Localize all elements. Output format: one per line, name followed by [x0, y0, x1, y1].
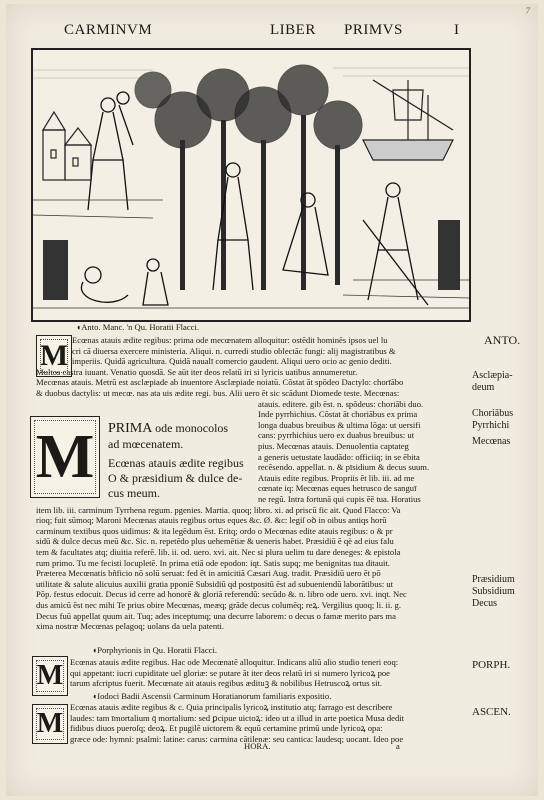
commentary-line: cans: pyrrhichius uero ex duabus breuibus: ut [258, 430, 415, 441]
commentary-line: recēsendo. appellat. n. & pīsidium & decus suum. [258, 462, 430, 473]
margin-praesidium: Præsidium [472, 574, 515, 585]
badii-initial-m: M [32, 704, 68, 744]
porph-line: qui appetant: iucri cupiditate uel gloriæ: se putare āt iter deos relatū iri si numero lyricoꝝ poe [70, 667, 390, 678]
commentary-line: rum primo. Tu me fecisti locupletē. In prima etiā ode epodon: iqt. Satis supq; me benignitas tua ditauit. [36, 557, 390, 568]
commentary-line: sidū & dulce decus meū &c. Sic. n. repetēdo plus uehemētiæ & ueneris habet. Præsidiū ē qè ad eius falu [36, 536, 394, 547]
commentary-line: Inde pyrrhichius. Cōstat āt choriābus ex prima [258, 409, 418, 420]
running-head-mid: LIBER [270, 22, 316, 38]
commentary-line: & duobus dactylis: ut mecœ. nas ata uis ædite regi. bus. Alii uero ēt sic scādunt Diomede teste. Mecœnas: [36, 388, 400, 398]
badii-heading: ◖Iodoci Badii Ascensii Carminum Horatianorum familiaris expositio. [92, 691, 332, 701]
margin-choriambus: Choriābus [472, 408, 514, 419]
commentary-line: longa duabus breuibus & ultima lōga: ut uersifi [258, 419, 421, 430]
badii-line: Ecœnas atauis ædite regibus & c. Quia principalis lyricoꝝ institutio atq; farrago est describere [70, 702, 393, 712]
commentary-line: Decus fuū appellat quum ait. Tuq; ades inceptumq; una decurre laborem: o decus o famæ merito pars ma [36, 610, 396, 621]
page-pencil-number: 7 [525, 6, 530, 16]
commentary-line: carminum textibus quos uidimus: & ita legēdum ēst. Eritq; ordo o Mecœnas edite atauis regibus: o & pr [36, 525, 393, 536]
commentary-line: Pōp. festus edocuit. Decus id cerre ad honorē & gloriā referendū: secūdo &. n. libro ode uero. xvi. inqt. Nec [36, 589, 407, 600]
margin-anto: ANTO. [484, 333, 521, 347]
commentary-line: cri cā diuersa exercere ministeria. Aliqui. n. curredi studio oblectāc fungi: alij magistratibus & [72, 345, 396, 356]
poem-subtitle: ad mœcenatem. [108, 437, 184, 451]
poem-title: PRIMA ode monocolos [108, 421, 229, 436]
commentary-line: dus amicū ēst nec mihi Te prius obire Mecœnas, meæq; grāde decus columēq; reꝝ. Vergilius quoq; li. ii. g. [36, 600, 401, 610]
running-head-left: CARMINVM [64, 22, 153, 38]
poem-line-3: cus meum. [108, 486, 160, 500]
margin-mecoenas: Mecœnas [472, 436, 511, 447]
badii-line: græce ode: hymni: psalmi: latine: carus: carmina cātilenæ: seu cantica: laudesq; uocant. Ideo poe [70, 733, 404, 744]
commentary-line: utilitate & salute alicuius auxilii gratia pponiē Subsidiū qd postpositū ēst ad subueniendū laborātibus: ut [36, 578, 394, 589]
signature-mark: a [396, 741, 400, 751]
decorated-initial-m: M [36, 335, 72, 377]
commentary-line: item lib. iii. carminum Tyrrhena regum. pgenies. Martia. quoq; libro. xi. ad priscū fic ait. Quod Flacco: Va [36, 504, 401, 515]
commentary-line: a generis uetustate laudādo: officiiq; in se ēbita [258, 451, 420, 462]
commentary-line: Ecœnas atauis ædite regibus: prima ode mecœnatem alloquitur: ostēdit hominēs ipsos uel lu [72, 335, 388, 345]
margin-pyrrhichius: Pyrrhichi [472, 420, 510, 431]
commentary-line: cœnate iq: Mecœnas eques hetrusco de sanguī [258, 483, 417, 494]
running-head-right: PRIMVS [344, 22, 403, 38]
poem-line-1: Ecœnas atauis ædite regibus [108, 456, 244, 470]
commentary-line: imperiis. Quidā agricultura. Quidā naualī comercio gaudent. Aliqui uero ocio ac genio dediti. [72, 356, 392, 367]
porph-heading: ◖Porphyrionis in Qu. Horatii Flacci. [92, 645, 218, 655]
commentary-line: atauis. editere. gib ēst. n. spōdeus: choriābi duo. [258, 398, 424, 409]
book-page [6, 4, 538, 796]
margin-decus: Decus [472, 598, 497, 609]
commentary-line: Multos castra iuuant. Venatio quosdā. Se aūt iter deos relatū iri si lyricis uatibus annumeretur. [36, 366, 358, 377]
badii-line: fidibus diuos pueroſq; deoꝝ. Et pugilē uictorem & equū certamine primū unde lyricoꝝ opa: [70, 723, 383, 734]
margin-ascen: ASCEN. [472, 706, 511, 718]
commentary-line: Mecœnas atauis. Metrū est asclæpiade ab inuentore Asclæpiade noiatū. Cōstat āt spōdeo Dactylo: chorīābo [36, 377, 404, 388]
commentary-line: rioq; fuit sūmoq; Maroni Mecœnas atauis regibus ortus eques &c. Ø. &c: legiſ oꝺ in oibus antiqs horū [36, 515, 387, 526]
commentary-line: tem & facultates atq; diuitia referē. lib. ii. od. uero. xvi. ait. Nec si plura uelim tu dare deneges: & epistola [36, 547, 401, 557]
porph-line: tarum afcriptus fuerit. Mecœnate ait atauis regibus ædituꝫ & nobilibus Hetruscoꝝ ortus sit. [70, 678, 382, 689]
commentary-line: xima nostræ Mecœnas pelagoq; uolans da uela patenti. [36, 621, 225, 632]
commentary-line: ne regū. Intra fortunā qui cupis ēē tua. Horatius [258, 494, 421, 504]
margin-porph: PORPH. [472, 659, 511, 671]
anto-title-line: ◖Anto. Manc. 'n Qu. Horatii Flacci. [76, 322, 199, 332]
commentary-line: pius. Mecœnas atauis. Denuolentia captateg [258, 441, 409, 451]
woodcut-drawing [33, 50, 469, 320]
margin-subsidium: Subsidium [472, 586, 515, 597]
margin-asclepiadeum-2: deum [472, 382, 495, 393]
woodcut-illustration [31, 48, 471, 322]
porph-initial-m: M [32, 656, 68, 696]
commentary-line: Præterea Mecœnatis bñficio nō solū seruat: fed ēt in amicitiā Cæsari Aug. tradit. Præsidiū uero ēt pō [36, 568, 381, 579]
catchword-hora: HORA. [244, 741, 271, 751]
large-decorated-initial-m: M [30, 416, 100, 498]
porph-line: Ecœnas atauis ædite regibus. Hac ode Mecœnatē alloquitur. Indicans aliū alio studio teneri eoq: [70, 657, 399, 667]
badii-line: laudes: tam īmortalium q̄ mortalium: sed ꝑcipue uictoꝝ: ideo ut a illud in arte poetica Musa dedit [70, 712, 405, 723]
commentary-line: Atauis edite regibus. Propriis ēt lib. iii. ad me [258, 472, 415, 483]
margin-asclepiadeum-1: Asclæpia- [472, 370, 513, 381]
folio-number: I [454, 22, 460, 38]
poem-line-2: O & præsidium & dulce de- [108, 471, 243, 485]
